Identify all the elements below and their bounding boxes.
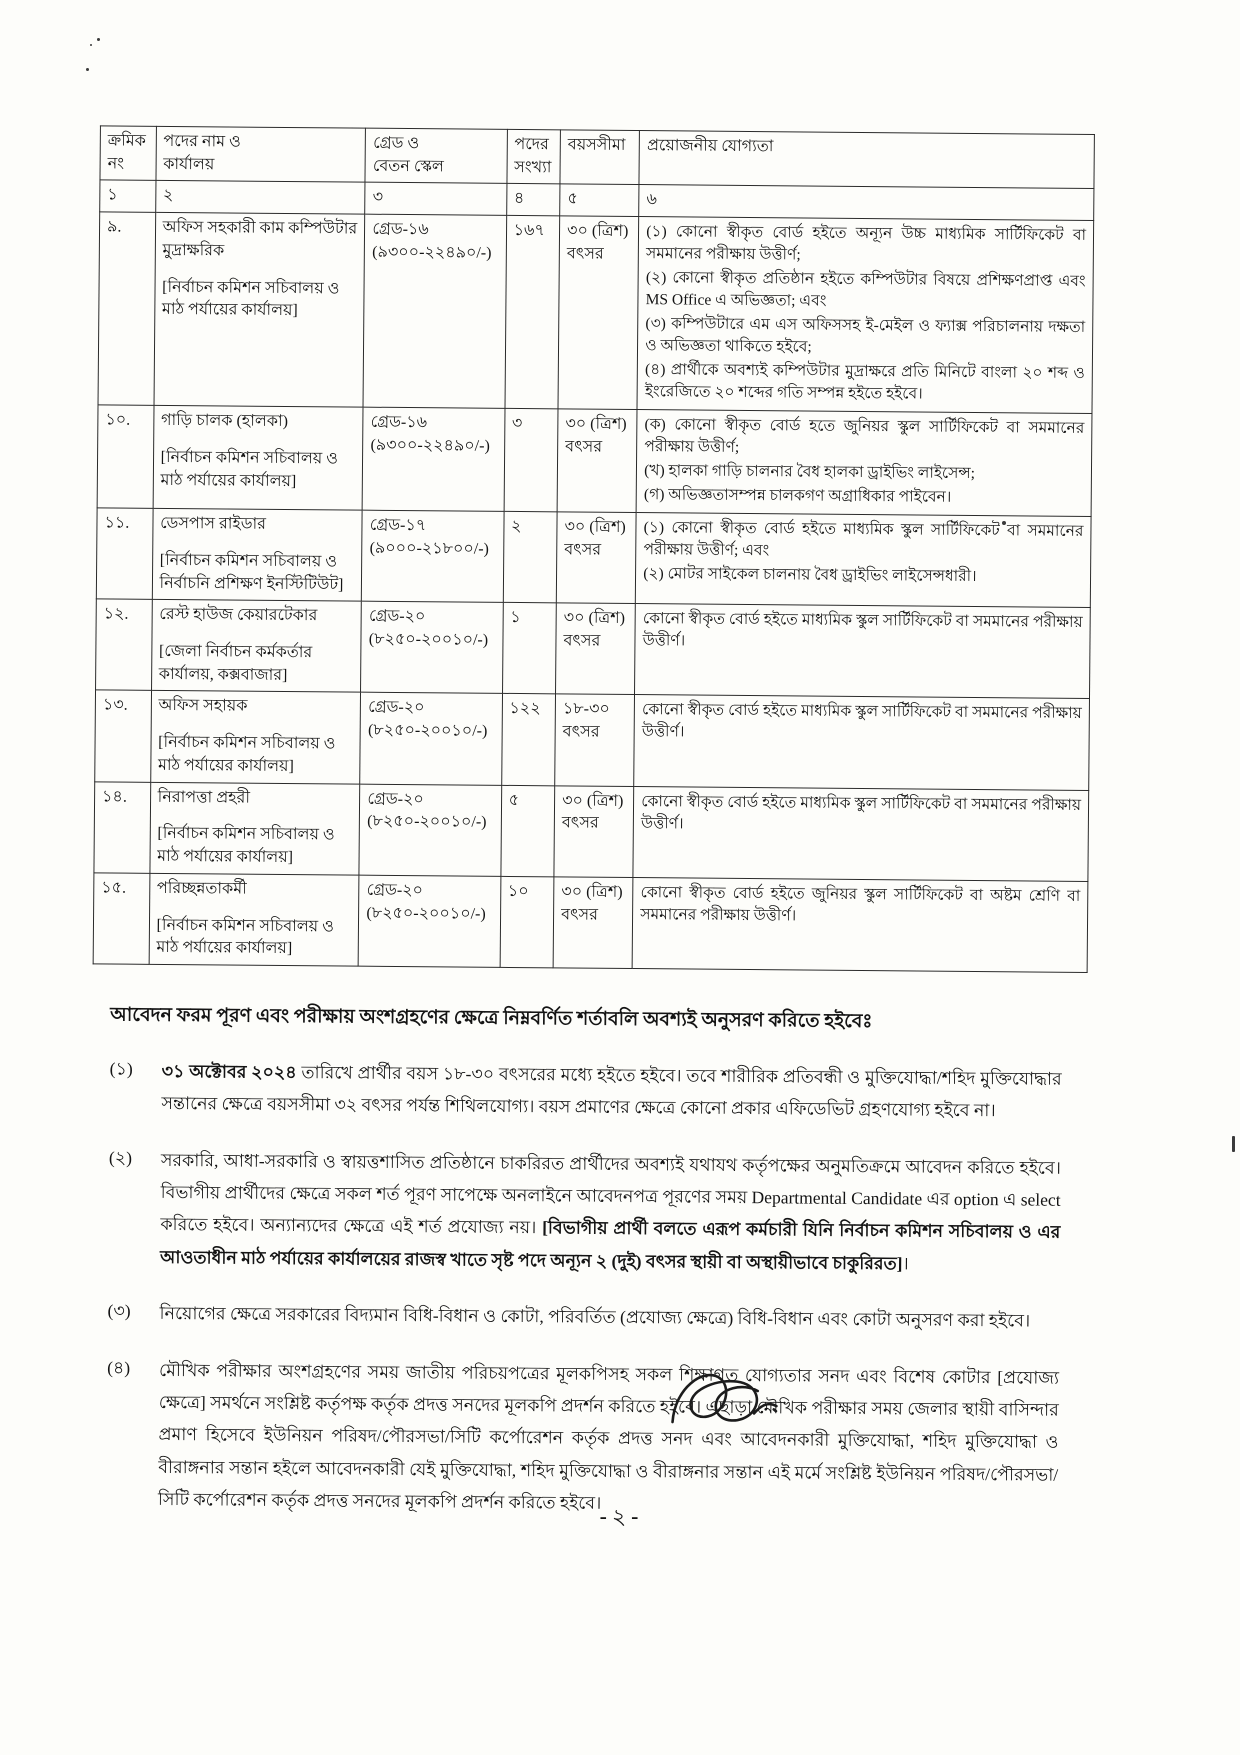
page-number: -২- (596, 1505, 644, 1530)
condition-text (159, 1297, 1059, 1337)
post-count-cell: ৫ (500, 785, 554, 877)
post-name: পরিচ্ছন্নতাকর্মী (156, 879, 247, 898)
qualification-line: (২) কোনো স্বীকৃত প্রতিষ্ঠান হইতে কম্পিউটার বিষয়ে প্রশিক্ষণপ্রাপ্ত এবং MS Office এ অভিজ্ঞতা; এবং (645, 269, 1086, 310)
qualification-line: (গ) অভিজ্ঞতাসম্পন্ন চালকগণ অগ্রাধিকার পাইবেন। (643, 486, 952, 506)
header-line: বয়সসীমা (567, 136, 626, 154)
grade-cell (362, 510, 504, 602)
header-line: গ্রেড ও (373, 134, 420, 153)
condition-number: (৪) (107, 1357, 131, 1378)
vacancy-table (93, 125, 1095, 973)
grade-label: গ্রেড-১৬ (372, 220, 429, 239)
pay-scale: (৮২৫০-২০০১০/-) (368, 630, 489, 649)
condition-item (109, 1054, 1110, 1127)
condition-item (107, 1297, 1107, 1338)
post-count-cell: ১৬৭ (505, 216, 560, 409)
serial-cell: ১১. (96, 508, 152, 600)
post-name: রেস্ট হাউজ কেয়ারটেকার (159, 606, 318, 625)
serial-cell: ৯. (98, 212, 155, 405)
post-office: [নির্বাচন কমিশন সচিবালয় ও মাঠ পর্যায়ের কার্যালয়] (156, 916, 334, 958)
condition-text (158, 1353, 1059, 1523)
conditions-heading: আবেদন ফরম পূরণ এবং পরীক্ষায় অংশগ্রহণের ক্ষেত্রে নিম্নবর্ণিত শর্তাবলি অবশ্যই অনুসরণ করিতে হইবেঃ (110, 1004, 873, 1033)
header-line: পদের (514, 135, 549, 154)
serial-cell: ১৪. (94, 781, 150, 873)
serial-cell: ১২. (96, 599, 152, 691)
grade-cell (363, 214, 506, 408)
post-cell (150, 782, 360, 875)
condition-item (106, 1353, 1107, 1524)
column-number: ৪ (506, 184, 560, 216)
column-number: ৫ (560, 184, 639, 216)
header-line: পদের নাম ও (163, 132, 241, 151)
post-cell (151, 600, 361, 693)
header-line: প্রয়োজনীয় যোগ্যতা (646, 137, 774, 156)
conditions-list (106, 1054, 1110, 1523)
condition-text-segment: মৌখিক পরীক্ষার অংশগ্রহণের সময় জাতীয় পরিচয়পত্রের মূলকপিসহ সকল শিক্ষাগত যোগ্যতার সনদ এবং বিশেষ কোটার [প্রযোজ্য ক্ষেত্রে] সমর্থনে সংশ্লিষ্ট কর্তৃপক্ষ কর্তৃক প্রদত্ত সনদের মূলকপি প্রদর্শন করিতে হইবে। এছাড়া মৌখিক পরীক্ষার সময় জেলার স্থায়ী বাসিন্দার প্রমাণ হিসেবে ইউনিয়ন পরিষদ/পৌরসভা/সিটি কর্পোরেশন কর্তৃক প্রদত্ত সনদ এবং আবেদনকারী মুক্তিযোদ্ধা, শহিদ মুক্তিযোদ্ধা ও বীরাঙ্গনার সন্তান হইলে আবেদনকারী যেই মুক্তিযোদ্ধা, শহিদ মুক্তিযোদ্ধা ও বীরাঙ্গনার সন্তান এই মর্মে সংশ্লিষ্ট ইউনিয়ন পরিষদ/পৌরসভা/সিটি কর্পোরেশন কর্তৃক প্রদত্ত সনদের মূলকপি প্রদর্শন করিতে হইবে। (157, 1359, 1060, 1513)
signature-scribble (650, 1348, 790, 1461)
vacancy-table-header (100, 126, 1095, 221)
qualification-line: (৪) প্রার্থীকে অবশ্যই কম্পিউটার মুদ্রাক্ষরে প্রতি মিনিটে বাংলা ২০ শব্দ ও ইংরেজিতে ২০ শব্দের গতি সম্পন্ন হইতে হইবে। (644, 361, 1085, 403)
conditions-section (106, 1000, 1110, 1523)
post-name: অফিস সহকারী কাম কম্পিউটার মুদ্রাক্ষরিক (162, 219, 358, 260)
age-limit-cell: ৩০ (ত্রিশ) বৎসর (553, 877, 633, 969)
header-post (156, 126, 366, 182)
post-count-cell: ১২২ (501, 694, 555, 786)
condition-text-segment: সরকারি, আধা-সরকারি ও স্বায়ত্তশাসিত প্রতিষ্ঠানে চাকরিরত প্রার্থীদের অবশ্যই যথাযথ কর্তৃপক্ষের অনুমতিক্রমে আবেদন করিতে হইবে। বিভাগীয় প্রার্থীদের ক্ষেত্রে সকল শর্ত পূরণ সাপেক্ষে অনলাইনে আবেদনপত্র পূরণের সময় Departmental Candidate এর option এ select করিতে হইবে। অন্যান্যদের ক্ষেত্রে এই শর্ত প্রযোজ্য নয়। (160, 1149, 1061, 1238)
header-count (507, 129, 561, 184)
serial-cell: ১৫. (93, 873, 149, 965)
qualification-line: কোনো স্বীকৃত বোর্ড হইতে মাধ্যমিক স্কুল সার্টিফিকেট বা সমমানের পরীক্ষায় উত্তীর্ণ। (641, 792, 1082, 833)
grade-label: গ্রেড-২০ (366, 881, 424, 899)
condition-number: (২) (108, 1147, 133, 1168)
table-row (95, 690, 1090, 790)
age-limit-cell: ৩০ (ত্রিশ) বৎসর (556, 512, 636, 604)
header-line: কার্যালয় (163, 155, 215, 174)
table-row (94, 781, 1089, 881)
post-office: [নির্বাচন কমিশন সচিবালয় ও নির্বাচনি প্রশিক্ষণ ইনস্টিটিউট] (159, 551, 344, 594)
post-office: [নির্বাচন কমিশন সচিবালয় ও মাঠ পর্যায়ের কার্যালয়] (157, 734, 336, 775)
grade-label: গ্রেড-২০ (367, 790, 424, 808)
grade-cell (360, 693, 502, 785)
table-row (96, 508, 1091, 608)
qualification-line: (ক) কোনো স্বীকৃত বোর্ড হতে জুনিয়র স্কুল সার্টিফিকেট বা সমমানের পরীক্ষায় উত্তীর্ণ; (644, 416, 1085, 457)
table-row (93, 873, 1088, 973)
qualification-line: (২) মোটর সাইকেল চালনায় বৈধ ড্রাইভিং লাইসেন্সধারী। (643, 565, 977, 586)
serial-cell: ১০. (97, 405, 154, 508)
table-row (96, 599, 1091, 699)
pay-scale: (৮২৫০-২০০১০/-) (367, 813, 487, 832)
post-office: [জেলা নির্বাচন কর্মকর্তার কার্যালয়, কক্সবাজার] (158, 642, 313, 684)
condition-text-segment: । (902, 1253, 909, 1274)
post-cell (149, 873, 359, 966)
condition-number: (১) (109, 1058, 133, 1079)
scan-mark (1232, 1136, 1235, 1152)
grade-label: গ্রেড-১৬ (370, 413, 428, 432)
qualification-line: (৩) কম্পিউটারে এম এস অফিসসহ ই-মেইল ও ফ্যাক্স পরিচালনায় দক্ষতা ও অভিজ্ঞতা থাকিতে হইবে; (645, 315, 1086, 356)
post-name: অফিস সহায়ক (158, 697, 248, 716)
qualification-line: (১) কোনো স্বীকৃত বোর্ড হইতে মাধ্যমিক স্কুল সার্টিফিকেট বা সমমানের পরীক্ষায় উত্তীর্ণ; এবং (643, 519, 1084, 560)
pay-scale: (৮২৫০-২০০১০/-) (367, 721, 488, 740)
condition-text-bold: [বিভাগীয় প্রার্থী বলতে এরূপ কর্মচারী যিনি নির্বাচন কমিশন সচিবালয় ও এর আওতাধীন মাঠ পর্যায়ের কার্যালয়ের রাজস্ব খাতে সৃষ্ট পদে অন্যূন ২ (দুই) বৎসর স্থায়ী বা অস্থায়ীভাবে চাকুরিরত] (159, 1217, 1061, 1274)
age-limit-cell: ৩০ (ত্রিশ) বৎসর (558, 216, 639, 410)
qualification-cell (633, 786, 1089, 881)
grade-label: গ্রেড-১৭ (369, 516, 427, 535)
header-row (100, 126, 1094, 189)
condition-text-segment: নিয়োগের ক্ষেত্রে সরকারের বিদ্যমান বিধি-বিধান ও কোটা, পরিবর্তিত (প্রযোজ্য ক্ষেত্রে) বিধি-বিধান এবং কোটা অনুসরণ করা হইবে। (159, 1303, 1031, 1331)
post-cell (154, 212, 365, 407)
grade-label: গ্রেড-২০ (368, 608, 426, 626)
post-count-cell: ৩ (504, 409, 558, 512)
age-limit-cell: ৩০ (ত্রিশ) বৎসর (554, 785, 634, 877)
qualification-line: (১) কোনো স্বীকৃত বোর্ড হইতে অন্যূন উচ্চ মাধ্যমিক সার্টিফিকেট বা সমমানের পরীক্ষায় উত্তীর্ণ; (645, 223, 1087, 264)
qualification-line: কোনো স্বীকৃত বোর্ড হইতে মাধ্যমিক স্কুল সার্টিফিকেট বা সমমানের পরীক্ষায় উত্তীর্ণ। (642, 610, 1083, 650)
column-number: ৩ (365, 183, 507, 216)
column-number: ১ (100, 180, 156, 212)
post-name: ডেসপাস রাইডার (160, 515, 267, 533)
post-office: [নির্বাচন কমিশন সচিবালয় ও মাঠ পর্যায়ের কার্যালয়] (157, 825, 335, 867)
qualification-cell (637, 217, 1093, 414)
age-limit-cell: ৩০ (ত্রিশ) বৎসর (556, 603, 636, 695)
pay-scale: (৮২৫০-২০০১০/-) (366, 904, 486, 923)
qualification-cell (632, 877, 1088, 972)
post-cell (152, 508, 362, 601)
qualification-cell (636, 410, 1092, 517)
grade-cell (362, 407, 504, 511)
qualification-cell (636, 513, 1092, 608)
qualification-line: (খ) হালকা গাড়ি চালনার বৈধ হালকা ড্রাইভিং লাইসেন্স; (644, 462, 976, 483)
post-count-cell: ২ (503, 512, 557, 604)
header-line: বেতন স্কেল (372, 157, 444, 176)
pay-scale: (৯৩০০-২২৪৯০/-) (370, 436, 490, 455)
header-line: ক্রমিক (107, 132, 146, 150)
header-line: নং (107, 155, 125, 173)
header-grade (365, 128, 507, 184)
column-number: ২ (155, 181, 365, 215)
condition-text (160, 1144, 1061, 1281)
column-number: ৬ (639, 185, 1094, 221)
post-office: [নির্বাচন কমিশন সচিবালয় ও মাঠ পর্যায়ের কার্যালয়] (161, 278, 340, 320)
grade-label: গ্রেড-২০ (368, 699, 425, 717)
header-qualification (639, 131, 1094, 189)
table-row (97, 405, 1092, 517)
post-cell (150, 691, 360, 784)
post-name: নিরাপত্তা প্রহরী (157, 788, 251, 807)
condition-text-bold: ৩১ অক্টোবর ২০২৪ (161, 1060, 297, 1083)
qualification-cell (634, 695, 1090, 790)
qualification-line: কোনো স্বীকৃত বোর্ড হইতে জুনিয়র স্কুল সার্টিফিকেট বা অষ্টম শ্রেণি বা সমমানের পরীক্ষায় উত্তীর্ণ। (640, 883, 1081, 925)
header-line: সংখ্যা (514, 158, 552, 177)
grade-cell (359, 784, 501, 876)
serial-cell: ১৩. (95, 690, 151, 782)
post-name: গাড়ি চালক (হালকা) (160, 412, 289, 431)
vacancy-table-body (93, 212, 1094, 972)
pay-scale: (৯৩০০-২২৪৯০/-) (372, 243, 492, 262)
qualification-line: কোনো স্বীকৃত বোর্ড হইতে মাধ্যমিক স্কুল সার্টিফিকেট বা সমমানের পরীক্ষায় উত্তীর্ণ। (641, 701, 1082, 741)
post-office: [নির্বাচন কমিশন সচিবালয় ও মাঠ পর্যায়ের কার্যালয়] (160, 448, 339, 490)
post-count-cell: ১ (502, 603, 556, 695)
pay-scale: (৯০০০-২১৮০০/-) (369, 539, 490, 558)
post-count-cell: ১০ (500, 876, 554, 968)
header-serial (100, 126, 156, 181)
table-row (98, 212, 1094, 414)
condition-text-segment: তারিখে প্রার্থীর বয়স ১৮-৩০ বৎসরের মধ্যে হইতে হইবে। তবে শারীরিক প্রতিবন্ধী ও মুক্তিযোদ্ধা/শহিদ মুক্তিযোদ্ধার সন্তানের ক্ষেত্রে বয়সসীমা ৩২ বৎসর পর্যন্ত শিথিলযোগ্য। বয়স প্রমাণের ক্ষেত্রে কোনো প্রকার এফিডেভিট গ্রহণযোগ্য হইবে না। (161, 1062, 1062, 1121)
grade-cell (361, 601, 503, 693)
header-age (560, 130, 640, 185)
age-limit-cell: ৩০ (ত্রিশ) বৎসর (557, 409, 637, 513)
post-cell (153, 405, 364, 510)
condition-number: (৩) (107, 1300, 131, 1321)
qualification-cell (635, 604, 1091, 699)
grade-cell (358, 875, 500, 967)
condition-item (108, 1143, 1109, 1281)
condition-text (161, 1055, 1062, 1128)
age-limit-cell: ১৮-৩০ বৎসর (555, 694, 635, 786)
